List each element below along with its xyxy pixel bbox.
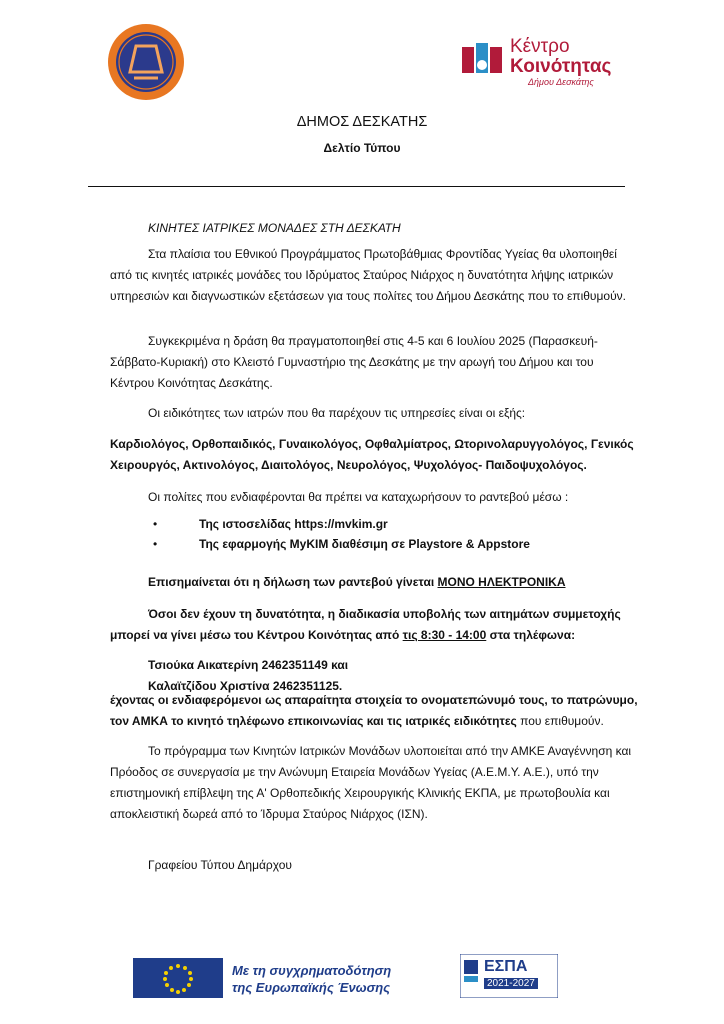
paragraph-5 (110, 572, 640, 593)
eu-funding-text (232, 962, 391, 996)
paragraph-6-b: στα τηλέφωνα: (486, 628, 576, 642)
paragraph-1 (110, 244, 640, 307)
paragraph-6-a: Όσοι δεν έχουν τη δυνατότητα, η διαδικασία υποβολής των αιτημάτων συμμετοχής μπορεί να γίνει μέσω του Κέντρου Κοινότητας από (110, 607, 621, 642)
paragraph-3-text: Οι ειδικότητες των ιατρών που θα παρέχουν τις υπηρεσίες είναι οι εξής: (148, 406, 526, 420)
press-heading: ΚΙΝΗΤΕΣ ΙΑΤΡΙΚΕΣ ΜΟΝΑΔΕΣ ΣΤΗ ΔΕΣΚΑΤΗ (148, 221, 401, 235)
contact-1: Τσιούκα Αικατερίνη 2462351149 και (148, 658, 349, 672)
dimos-deskatis-seal-icon (106, 22, 186, 102)
page-title: ΔΗΜΟΣ ΔΕΣΚΑΤΗΣ (296, 114, 428, 130)
bullet-icon: • (153, 517, 158, 531)
kentro-koinotitas-logo (460, 37, 620, 89)
bullet-text: Της εφαρμογής MyKIM διαθέσιμη σε Playstore & Appstore (199, 537, 530, 551)
kentro-koinotitas-icon (460, 41, 506, 81)
specialties (110, 434, 640, 476)
paragraph-7-bold: έχοντας οι ενδιαφερόμενοι ως απαραίτητα στοιχεία το ονοματεπώνυμό τους, το πατρώνυμο, τον ΑΜΚΑ το κινητό τηλέφωνο επικοινωνίας και τις ιατρικές ειδικότητες (110, 693, 638, 728)
kentro-line3: Δήμου Δεσκάτης (528, 77, 594, 87)
paragraph-5-prefix: Επισημαίνεται ότι η δήλωση των ραντεβού γίνεται (148, 575, 438, 589)
divider (88, 186, 625, 187)
paragraph-4-text: Οι πολίτες που ενδιαφέρονται θα πρέπει να καταχωρήσουν το ραντεβού μέσω : (148, 490, 569, 504)
paragraph-7-rest: που επιθυμούν. (516, 714, 604, 728)
espa-label: ΕΣΠΑ (484, 958, 528, 975)
paragraph-5-emphasis: ΜΟΝΟ ΗΛΕΚΤΡΟΝΙΚΑ (437, 575, 566, 589)
eu-flag-icon (133, 958, 223, 998)
paragraph-6 (110, 604, 640, 646)
paragraph-6-hours: τις 8:30 - 14:00 (402, 628, 487, 642)
espa-years: 2021-2027 (484, 978, 538, 989)
kentro-line2: Κοινότητας (510, 56, 612, 77)
bullet-text: Της ιστοσελίδας https://mvkim.gr (199, 517, 388, 531)
eu-funding-line1: Με τη συγχρηματοδότηση (232, 963, 392, 978)
eu-flag (133, 958, 223, 998)
kentro-line1: Κέντρο (510, 36, 570, 57)
paragraph-1-text: Στα πλαίσια του Εθνικού Προγράμματος Πρωτοβάθμιας Φροντίδας Υγείας θα υλοποιηθεί από τις κινητές ιατρικές μονάδες του Ιδρύματος Σταύρος Νιάρχος η δυνατότητα λήψης ιατρικών υπηρεσιών και διαγνωστικών εξετάσεων για τους πολίτες του Δήμου Δεσκάτης που το επιθυμούν. (110, 247, 626, 303)
paragraph-2 (110, 331, 640, 394)
eu-funding-line2: της Ευρωπαϊκής Ένωσης (232, 980, 391, 995)
paragraph-2-text: Συγκεκριμένα η δράση θα πραγματοποιηθεί στις 4-5 και 6 Ιουλίου 2025 (Παρασκευή-Σάββατο-Κυριακή) στο Κλειστό Γυμναστήριο της Δεσκάτης με την αρωγή του Δήμου και του Κέντρου Κοινότητας Δεσκάτης. (110, 334, 598, 390)
specialties-text: Καρδιολόγος, Ορθοπαιδικός, Γυναικολόγος, Οφθαλμίατρος, Ωτορινολαρυγγολόγος, Γενικός Χειρουργός, Ακτινολόγος, Διαιτολόγος, Νευρολόγος, Ψυχολόγος- Παιδοψυχολόγος. (110, 437, 634, 472)
paragraph-8-text: Το πρόγραμμα των Κινητών Ιατρικών Μονάδων υλοποιείται από την ΑΜΚΕ Αναγέννηση και Πρόοδος σε συνεργασία με την Ανώνυμη Εταιρεία Μονάδων Υγείας (Α.Ε.Μ.Υ. Α.Ε.), υπό την επιστημονική επίβλεψη της Α' Ορθοπεδικής Χειρουργικής Κλινικής ΕΚΠΑ, με πρωτοβουλία και αποκλειστική δωρεά από το Ίδρυμα Σταύρος Νιάρχος (ΙΣΝ). (110, 744, 632, 821)
paragraph-8 (110, 741, 640, 825)
contact-2: Καλαϊτζίδου Χριστίνα 2462351125. (148, 679, 343, 693)
paragraph-7 (110, 690, 640, 732)
paragraph-4 (110, 487, 640, 508)
signature: Γραφείου Τύπου Δημάρχου (148, 858, 292, 872)
paragraph-3 (110, 403, 640, 424)
page-subtitle: Δελτίο Τύπου (323, 141, 401, 155)
bullet-icon: • (153, 537, 158, 551)
espa-logo (460, 954, 558, 998)
dimos-deskatis-logo (106, 22, 186, 102)
